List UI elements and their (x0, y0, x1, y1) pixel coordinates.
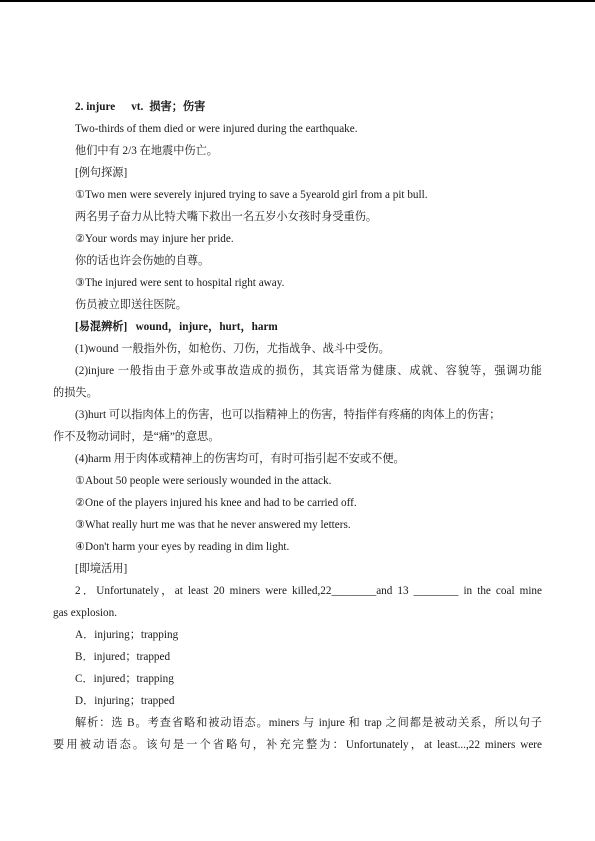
entry-pos: vt. (131, 101, 144, 113)
example-2-en: ②Your words may injure her pride. (75, 233, 234, 245)
confusion-note-4: (4)harm 用于肉体或精神上的伤害均可，有时可指引起不安或不便。 (75, 453, 405, 465)
practice-option-c: C．injured；trapping (75, 673, 174, 685)
practice-analysis-line-1: 解析：选 B。考查省略和被动语态。miners 与 injure 和 trap 之间都是被动关系，所以句子 (75, 717, 542, 729)
confusion-heading-words: wound，injure，hurt，harm (135, 321, 278, 333)
practice-option-d: D．injuring；trapped (75, 695, 175, 707)
practice-option-b: B．injured；trapped (75, 651, 171, 663)
confusion-note-2: (2)injure 一般指由于意外或事故造成的损伤，其宾语常为健康、成就、容貌等，强调功能 (75, 365, 542, 377)
confusion-sentence-3: ③What really hurt me was that he never answered my letters. (75, 519, 351, 531)
confusion-sentence-4: ④Don't harm your eyes by reading in dim light. (75, 541, 290, 553)
example-1-zh: 两名男子奋力从比特犬嘴下救出一名五岁小女孩时身受重伤。 (75, 211, 378, 223)
practice-option-a: A．injuring；trapping (75, 629, 179, 641)
entry-definition: 损害；伤害 (149, 101, 206, 113)
practice-analysis-line-2: 要用被动语态。该句是一个省略句，补充完整为：Unfortunately，at least...,22 miners were (53, 739, 542, 751)
confusion-note-1: (1)wound 一般指外伤，如枪伤、刀伤，尤指战争、战斗中受伤。 (75, 343, 390, 355)
confusion-sentence-1: ①About 50 people were seriously wounded in the attack. (75, 475, 332, 487)
document-body (53, 96, 542, 756)
examples-heading: [例句探源] (75, 167, 128, 179)
confusion-heading (53, 316, 542, 338)
confusion-heading-label: [易混辨析] (75, 321, 128, 333)
example-2-zh: 你的话也许会伤她的自尊。 (75, 255, 210, 267)
practice-heading: [即境活用] (75, 563, 128, 575)
entry-heading (53, 96, 542, 118)
example-3-zh: 伤员被立即送往医院。 (75, 299, 187, 311)
entry-example-zh: 他们中有 2/3 在地震中伤亡。 (75, 145, 218, 157)
practice-question-line-1: 2．Unfortunately，at least 20 miners were killed,22________and 13 ________ in the coal mine (75, 585, 542, 597)
example-3-en: ③The injured were sent to hospital right away. (75, 277, 285, 289)
practice-question-line-2: gas explosion. (53, 607, 118, 619)
confusion-note-2-cont: 的损失。 (53, 387, 98, 399)
page-top-rule (0, 0, 595, 2)
entry-word: 2. injure (75, 101, 116, 113)
confusion-note-3-cont: 作不及物动词时，是“痛”的意思。 (53, 431, 220, 443)
confusion-note-3: (3)hurt 可以指肉体上的伤害，也可以指精神上的伤害，特指伴有疼痛的肉体上的伤害； (75, 409, 501, 421)
confusion-sentence-2: ②One of the players injured his knee and had to be carried off. (75, 497, 357, 509)
entry-example-en: Two-thirds of them died or were injured during the earthquake. (75, 123, 358, 135)
example-1-en: ①Two men were severely injured trying to save a 5yearold girl from a pit bull. (75, 189, 428, 201)
